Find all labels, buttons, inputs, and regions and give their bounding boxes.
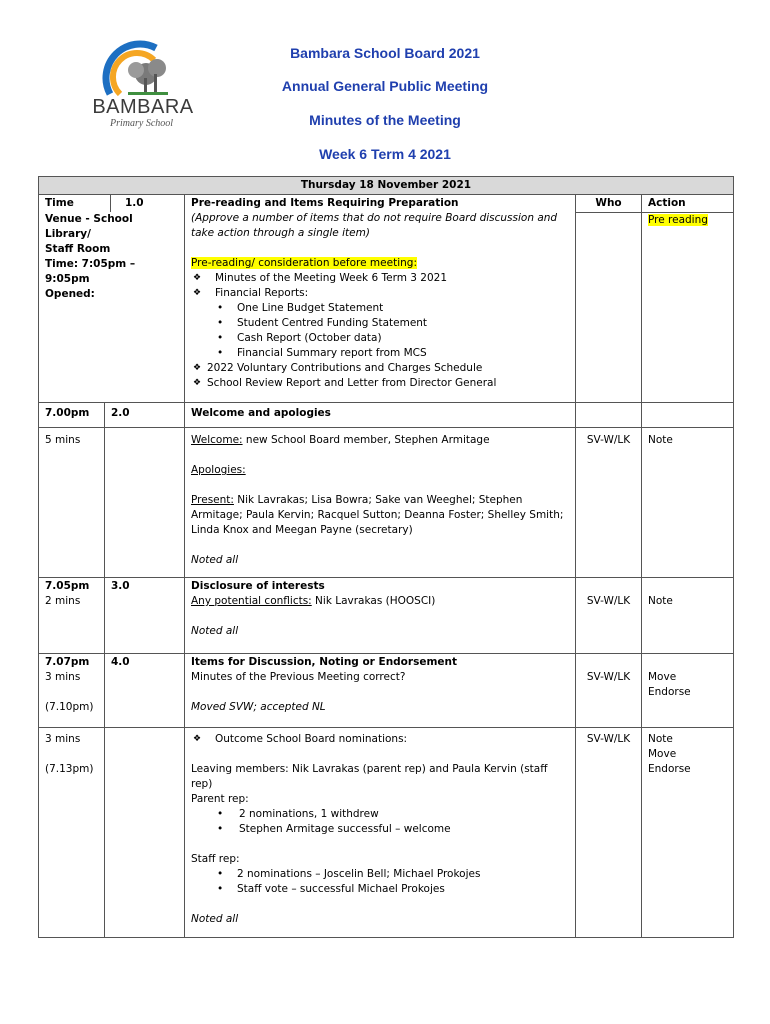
time-range: Time: 7:05pm – 9:05pm	[45, 258, 136, 285]
list-item: ❖ Financial Reports:	[191, 286, 569, 301]
item-number: 1.0	[125, 197, 144, 209]
who-cell: SV-W/LK	[576, 428, 642, 578]
item-time: 7.00pm	[39, 403, 105, 428]
conflicts-text: Nik Lavrakas (HOOSCI)	[311, 595, 436, 607]
item-title: Items for Discussion, Noting or Endorsement	[191, 656, 458, 668]
item-duration: 3 mins	[45, 733, 81, 745]
noted-text: Noted all	[191, 625, 239, 637]
item-title: Disclosure of interests	[191, 580, 325, 592]
who-header: Who	[576, 195, 641, 213]
action-header: Action	[642, 195, 733, 213]
meeting-date: Thursday 18 November 2021	[39, 177, 734, 195]
item-number: 2.0	[105, 403, 185, 428]
who-cell: SV-W/LK	[576, 654, 642, 728]
action-note: Note	[648, 733, 673, 745]
present-text: Nik Lavrakas; Lisa Bowra; Sake van Weeghel; Stephen Armitage; Paula Kervin; Racquel Sutton; Deanna Foster; Shelley Smith; Linda Knox and Meegan Payne (secretary)	[191, 494, 564, 536]
table-row	[39, 578, 734, 654]
conflicts-label: Any potential conflicts:	[191, 595, 312, 607]
term-title: Week 6 Term 4 2021	[319, 146, 451, 162]
list-item: ❖ 2022 Voluntary Contributions and Charges Schedule	[191, 361, 569, 376]
welcome-label: Welcome:	[191, 434, 243, 446]
venue-text: Venue - School Library/	[45, 213, 133, 240]
list-item: • Financial Summary report from MCS	[191, 346, 569, 361]
moved-text: Moved SVW; accepted NL	[191, 701, 326, 713]
item-number: 3.0	[105, 578, 185, 654]
venue-text-2: Staff Room	[45, 243, 111, 255]
list-item: • 2 nominations, 1 withdrew	[191, 807, 569, 822]
item-duration: 2 mins	[45, 595, 81, 607]
item-time-2: (7.10pm)	[45, 701, 94, 713]
action-endorse: Endorse	[648, 763, 691, 775]
action-move: Move	[648, 748, 677, 760]
pre-reading-label: Pre-reading/ consideration before meeting:	[191, 257, 417, 269]
staff-rep-label: Staff rep:	[191, 853, 240, 865]
list-item: • Student Centred Funding Statement	[191, 316, 569, 331]
table-row	[39, 195, 734, 403]
date-row	[39, 177, 734, 195]
financial-reports-list	[191, 301, 569, 361]
welcome-text: new School Board member, Stephen Armitage	[242, 434, 490, 446]
action-pre-reading: Pre reading	[648, 214, 708, 226]
item-title: Welcome and apologies	[185, 403, 576, 428]
table-row	[39, 403, 734, 428]
list-item: ❖ School Review Report and Letter from Director General	[191, 376, 569, 391]
table-row	[39, 728, 734, 938]
action-move: Move	[648, 671, 677, 683]
logo-wordmark: BAMBARA	[92, 96, 194, 118]
action-cell: Note	[642, 578, 734, 654]
noted-text: Noted all	[191, 554, 239, 566]
item-title: Pre-reading and Items Requiring Preparation	[191, 197, 459, 209]
minutes-table	[38, 176, 734, 938]
noted-text: Noted all	[191, 913, 239, 925]
table-row	[39, 654, 734, 728]
pre-reading-list	[191, 271, 569, 301]
list-item: ❖ Minutes of the Meeting Week 6 Term 3 2021	[191, 271, 569, 286]
list-item: ❖ Outcome School Board nominations:	[191, 732, 569, 747]
who-cell: SV-W/LK	[576, 728, 642, 938]
item-time: 7.07pm	[45, 656, 90, 668]
leaving-text: Leaving members: Nik Lavrakas (parent rep) and Paula Kervin (staff rep)	[191, 763, 548, 790]
present-label: Present:	[191, 494, 234, 506]
item-time: 7.05pm	[45, 580, 90, 592]
table-row	[39, 428, 734, 578]
logo-subtitle: Primary School	[110, 118, 174, 129]
who-cell: SV-W/LK	[576, 578, 642, 654]
document-title: Bambara School Board 2021	[290, 45, 480, 61]
apologies-label: Apologies:	[191, 464, 246, 476]
list-item: • 2 nominations – Joscelin Bell; Michael Prokojes	[191, 867, 569, 882]
list-item: • One Line Budget Statement	[191, 301, 569, 316]
item-duration: 3 mins	[45, 671, 81, 683]
minutes-title: Minutes of the Meeting	[309, 112, 461, 128]
item-number: 4.0	[105, 654, 185, 728]
item-time-2: (7.13pm)	[45, 763, 94, 775]
opened-label: Opened:	[45, 288, 95, 300]
time-label: Time	[39, 195, 111, 212]
item-text: Minutes of the Previous Meeting correct?	[191, 671, 406, 683]
action-endorse: Endorse	[648, 686, 691, 698]
list-item: • Stephen Armitage successful – welcome	[191, 822, 569, 837]
item-duration: 5 mins	[39, 428, 105, 578]
meeting-title: Annual General Public Meeting	[281, 78, 489, 94]
action-cell: Note	[642, 428, 734, 578]
parent-rep-label: Parent rep:	[191, 793, 249, 805]
item-note: (Approve a number of items that do not require Board discussion and take action through a single item)	[191, 212, 558, 239]
list-item: • Cash Report (October data)	[191, 331, 569, 346]
list-item: • Staff vote – successful Michael Prokojes	[191, 882, 569, 897]
